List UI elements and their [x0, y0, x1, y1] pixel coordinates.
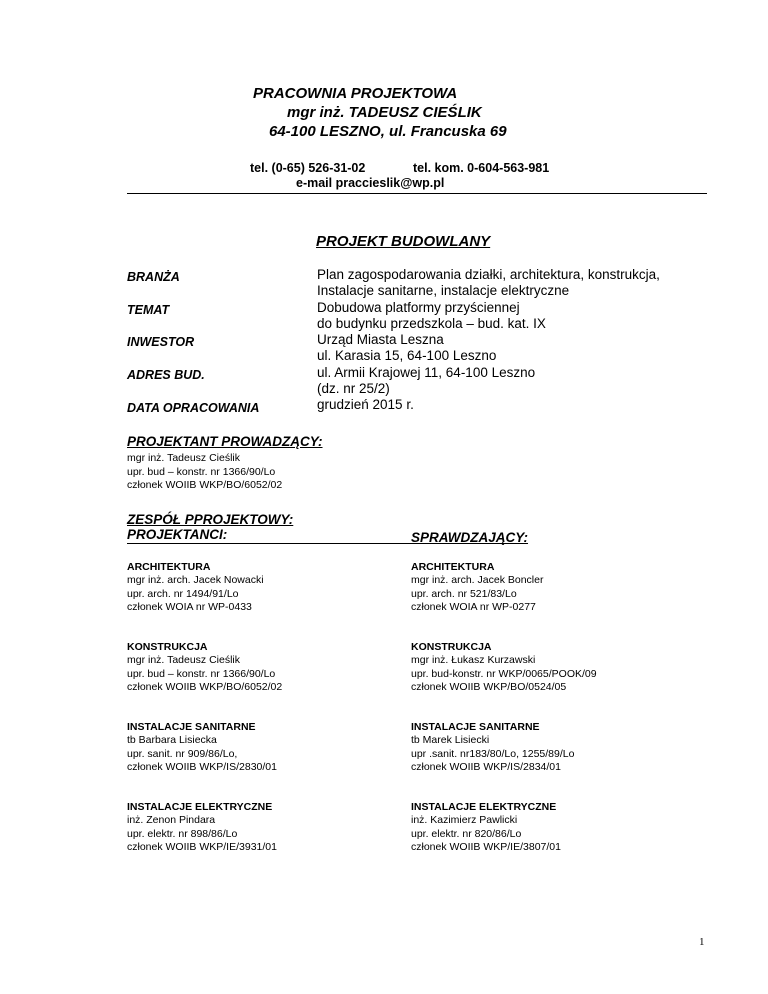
header-divider — [127, 193, 707, 194]
detail-line: mgr inż. Tadeusz Cieślik — [127, 452, 241, 464]
field-label-temat: TEMAT — [127, 303, 170, 317]
detail-line: tb Marek Lisiecki — [411, 734, 490, 746]
detail-line: upr .sanit. nr183/80/Lo, 1255/89/Lo — [411, 747, 575, 760]
detail-line: członek WOIIB WKP/IE/3807/01 — [411, 841, 561, 853]
field-label-adres: ADRES BUD. — [127, 368, 205, 382]
detail-line: upr. bud-konstr. nr WKP/0065/POOK/09 — [411, 667, 597, 680]
field-label-inwestor: INWESTOR — [127, 335, 195, 349]
detail-line: członek WOIIB WKP/BO/6052/02 — [127, 681, 283, 693]
field-value-line: ul. Armii Krajowej 11, 64-100 Leszno — [317, 364, 536, 380]
detail-line: tb Barbara Lisiecka — [127, 734, 217, 746]
detail-line: upr. bud – konstr. nr 1366/90/Lo — [127, 667, 276, 680]
designer-architecture — [127, 560, 264, 615]
detail-line: członek WOIIB WKP/IS/2830/01 — [127, 761, 277, 773]
block-title: INSTALACJE ELEKTRYCZNE — [411, 801, 557, 813]
field-value-line: Plan zagospodarowania działki, architektura, konstrukcja, — [317, 267, 660, 282]
block-title: ARCHITEKTURA — [127, 561, 211, 573]
detail-line: członek WOIIB WKP/IE/3931/01 — [127, 841, 277, 853]
block-title: KONSTRUKCJA — [411, 641, 492, 653]
block-title: INSTALACJE SANITARNE — [411, 721, 540, 733]
field-value-line: ul. Karasia 15, 64-100 Leszno — [317, 348, 497, 364]
document-title: PROJEKT BUDOWLANY — [316, 233, 491, 250]
detail-line: członek WOIA nr WP-0433 — [127, 601, 252, 613]
field-value-line: Dobudowa platformy przyściennej — [317, 299, 520, 315]
block-title: KONSTRUKCJA — [127, 641, 208, 653]
lead-designer-heading: PROJEKTANT PROWADZĄCY: — [127, 434, 323, 449]
field-value-line: (dz. nr 25/2) — [317, 381, 390, 397]
detail-line: mgr inż. arch. Jacek Boncler — [411, 574, 544, 586]
detail-line: inż. Zenon Pindara — [127, 814, 216, 826]
field-value-line: do budynku przedszkola – bud. kat. IX — [317, 315, 546, 331]
block-title: INSTALACJE ELEKTRYCZNE — [127, 801, 273, 813]
detail-line: upr. sanit. nr 909/86/Lo, — [127, 747, 238, 760]
detail-line: członek WOIIB WKP/IS/2834/01 — [411, 761, 561, 773]
page-number: 1 — [699, 936, 705, 948]
company-address: 64-100 LESZNO, ul. Francuska 69 — [269, 123, 507, 140]
checker-sanitary — [411, 720, 574, 775]
checker-architecture — [411, 560, 543, 615]
checker-construction — [411, 640, 597, 695]
mobile-number: tel. kom. 0-604-563-981 — [413, 161, 550, 175]
detail-line: inż. Kazimierz Pawlicki — [411, 814, 518, 826]
detail-line: upr. bud – konstr. nr 1366/90/Lo — [127, 465, 276, 478]
team-heading: ZESPÓŁ PPROJEKTOWY: — [127, 512, 294, 527]
checker-electrical — [411, 800, 561, 855]
detail-line: członek WOIIB WKP/BO/6052/02 — [127, 479, 283, 491]
detail-line: upr. elektr. nr 898/86/Lo — [127, 827, 238, 840]
detail-line: mgr inż. Łukasz Kurzawski — [411, 654, 536, 666]
detail-line: upr. elektr. nr 820/86/Lo — [411, 827, 522, 840]
email-address: e-mail praccieslik@wp.pl — [296, 176, 445, 190]
designers-heading: PROJEKTANCI: — [127, 527, 228, 542]
designer-electrical — [127, 800, 277, 855]
checkers-heading: SPRAWDZAJĄCY: — [411, 530, 529, 545]
designer-sanitary — [127, 720, 277, 775]
company-owner: mgr inż. TADEUSZ CIEŚLIK — [287, 104, 482, 121]
field-value-line: grudzień 2015 r. — [317, 397, 414, 413]
detail-line: mgr inż. Tadeusz Cieślik — [127, 654, 241, 666]
detail-line: upr. arch. nr 1494/91/Lo — [127, 587, 239, 600]
field-value-line: Instalacje sanitarne, instalacje elektryczne — [317, 283, 570, 299]
phone-number: tel. (0-65) 526-31-02 — [250, 161, 366, 175]
lead-designer-details — [127, 452, 282, 493]
block-title: ARCHITEKTURA — [411, 561, 495, 573]
block-title: INSTALACJE SANITARNE — [127, 721, 256, 733]
field-values — [317, 267, 660, 414]
company-name: PRACOWNIA PROJEKTOWA — [253, 85, 458, 102]
detail-line: upr. arch. nr 521/83/Lo — [411, 587, 517, 600]
field-label-data: DATA OPRACOWANIA — [127, 401, 260, 415]
detail-line: mgr inż. arch. Jacek Nowacki — [127, 574, 264, 586]
field-label-branza: BRANŻA — [127, 270, 180, 284]
detail-line: członek WOIA nr WP-0277 — [411, 601, 536, 613]
field-value-line: Urząd Miasta Leszna — [317, 332, 444, 348]
detail-line: członek WOIIB WKP/BO/0524/05 — [411, 681, 567, 693]
designer-construction — [127, 640, 282, 695]
